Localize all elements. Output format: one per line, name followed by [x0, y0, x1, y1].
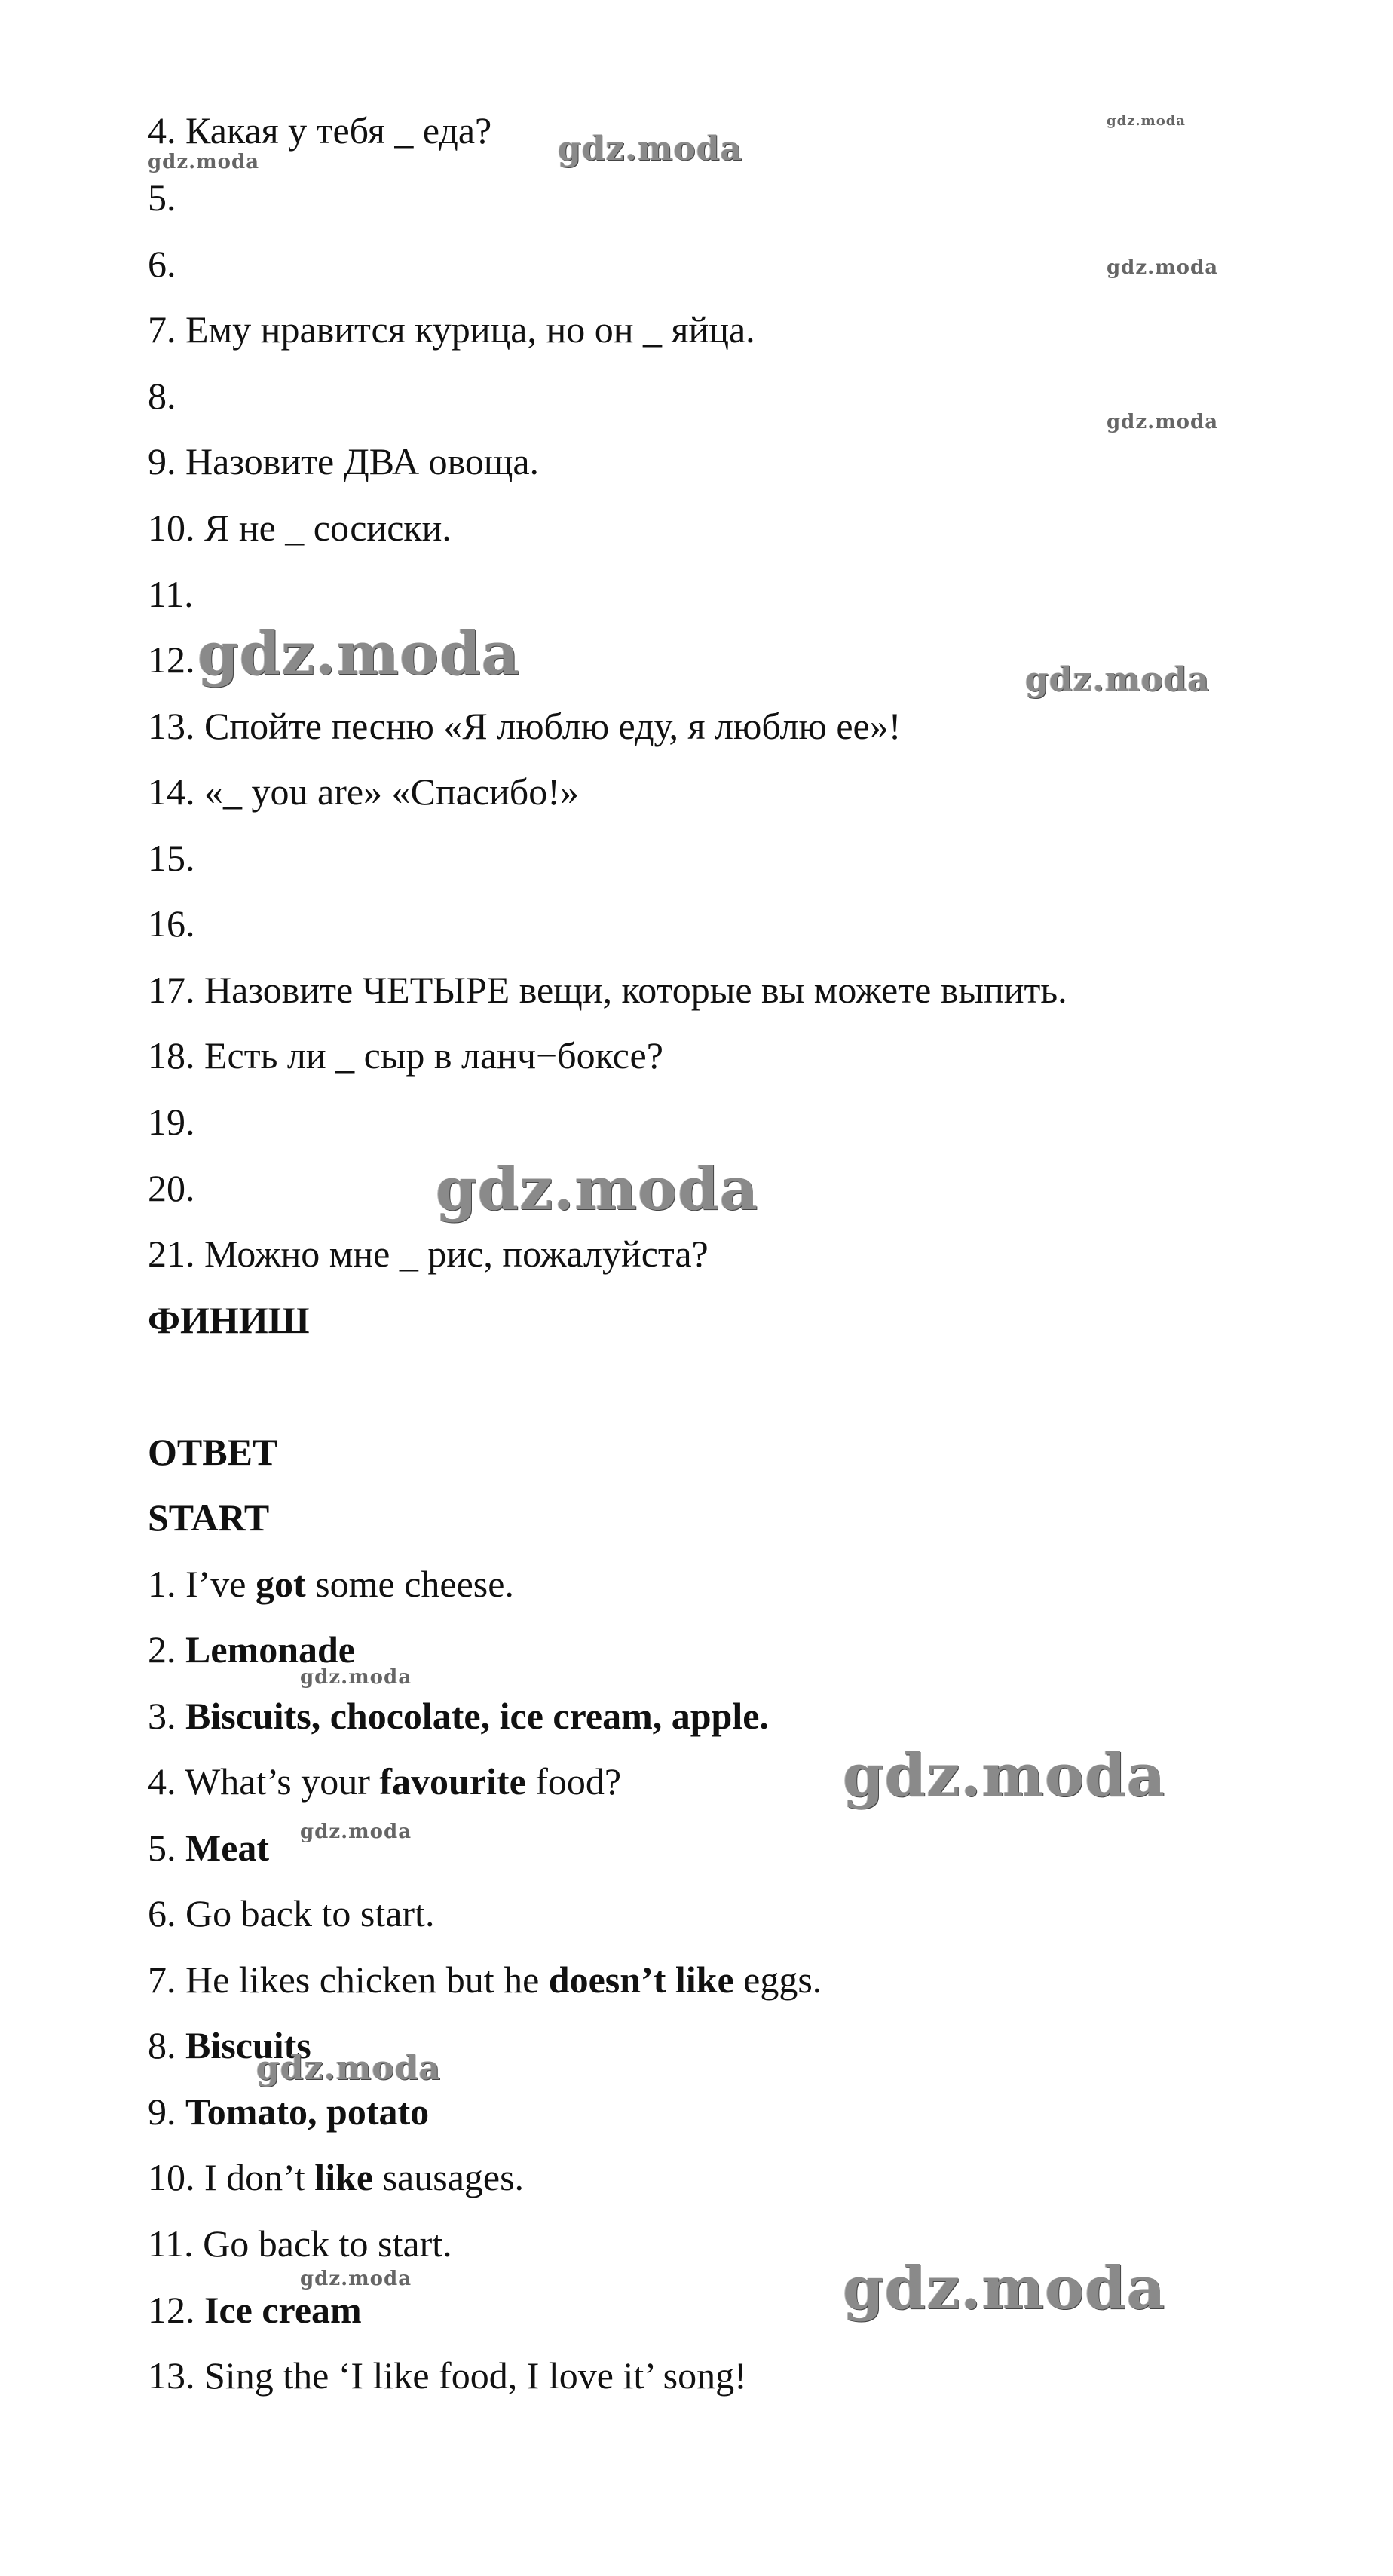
answer-6: 6. Go back to start. [148, 1892, 435, 1934]
watermark: gdz.moda [558, 130, 743, 168]
answer-text: 9. [148, 2091, 185, 2133]
finish-label: ФИНИШ [148, 1299, 310, 1341]
question-17: 17. Назовите ЧЕТЫРЕ вещи, которые вы можете выпить. [148, 969, 1067, 1011]
answer-9 [148, 2089, 429, 2134]
question-8: 8. [148, 375, 176, 417]
answer-2 [148, 1627, 355, 1672]
question-9: 9. Назовите ДВА овоща. [148, 440, 540, 482]
question-19: 19. [148, 1101, 195, 1143]
question-15: 15. [148, 837, 195, 879]
answer-text: 2. [148, 1628, 185, 1671]
answer-text: 7. He likes chicken but he [148, 1959, 549, 2001]
answer-1 [148, 1561, 514, 1607]
watermark: gdz.moda [300, 1821, 412, 1843]
watermark: gdz.moda [1107, 113, 1186, 129]
question-6: 6. [148, 243, 176, 285]
answer-text: food? [525, 1760, 622, 1803]
watermark: gdz.moda [843, 1741, 1166, 1810]
watermark: gdz.moda [1025, 660, 1211, 699]
answer-keyword: Lemonade [185, 1628, 355, 1671]
answer-text: eggs. [733, 1959, 822, 2001]
answer-11: 11. Go back to start. [148, 2222, 452, 2265]
answer-7 [148, 1957, 822, 2002]
answer-10 [148, 2155, 524, 2200]
answer-text: 3. [148, 1695, 185, 1737]
watermark: gdz.moda [300, 2268, 412, 2290]
answer-13: 13. Sing the ‘I like food, I love it’ song! [148, 2354, 747, 2397]
question-4: 4. Какая у тебя _ еда? [148, 109, 492, 152]
answer-text: 1. I’ve [148, 1563, 256, 1605]
question-5: 5. [148, 176, 176, 219]
answer-keyword: Biscuits, chocolate, ice cream, apple. [185, 1695, 769, 1737]
question-21: 21. Можно мне _ рис, пожалуйста? [148, 1233, 709, 1275]
answer-keyword: like [314, 2156, 374, 2198]
answer-keyword: Tomato, potato [185, 2091, 430, 2133]
start-label: START [148, 1496, 270, 1539]
answer-heading: ОТВЕТ [148, 1431, 278, 1473]
question-7: 7. Ему нравится курица, но он _ яйца. [148, 308, 755, 351]
answer-keyword: Meat [185, 1827, 270, 1869]
answer-text: 4. What’s your [148, 1760, 380, 1803]
watermark: gdz.moda [843, 2254, 1166, 2323]
watermark: gdz.moda [436, 1155, 759, 1224]
question-20: 20. [148, 1167, 195, 1209]
question-13: 13. Спойте песню «Я люблю еду, я люблю ее»! [148, 705, 902, 747]
answer-keyword: got [256, 1563, 306, 1605]
answer-5 [148, 1825, 269, 1870]
watermark: gdz.moda [256, 2049, 442, 2087]
watermark: gdz.moda [197, 620, 521, 688]
answer-keyword: favourite [379, 1760, 526, 1803]
question-14: 14. «_ you are» «Спасибо!» [148, 770, 579, 813]
question-11: 11. [148, 573, 194, 615]
watermark: gdz.moda [1107, 256, 1219, 279]
watermark: gdz.moda [148, 151, 260, 173]
question-12: 12. [148, 639, 195, 681]
answer-keyword: Ice cream [204, 2289, 362, 2331]
answer-text: 8. [148, 2024, 185, 2066]
answer-3 [148, 1693, 769, 1738]
answer-text: 12. [148, 2289, 204, 2331]
watermark: gdz.moda [1107, 411, 1219, 433]
answer-keyword: doesn’t like [548, 1959, 734, 2001]
watermark: gdz.moda [300, 1666, 412, 1689]
answer-text: 10. I don’t [148, 2156, 315, 2198]
question-10: 10. Я не _ сосиски. [148, 507, 452, 549]
answer-12 [148, 2287, 362, 2332]
answer-text: 5. [148, 1827, 185, 1869]
answer-text: sausages. [373, 2156, 525, 2198]
answer-text: some cheese. [305, 1563, 514, 1605]
answer-4 [148, 1759, 621, 1804]
question-18: 18. Есть ли _ сыр в ланч−боксе? [148, 1034, 663, 1077]
answer-keyword: Biscuits [185, 2024, 311, 2066]
question-16: 16. [148, 902, 195, 945]
